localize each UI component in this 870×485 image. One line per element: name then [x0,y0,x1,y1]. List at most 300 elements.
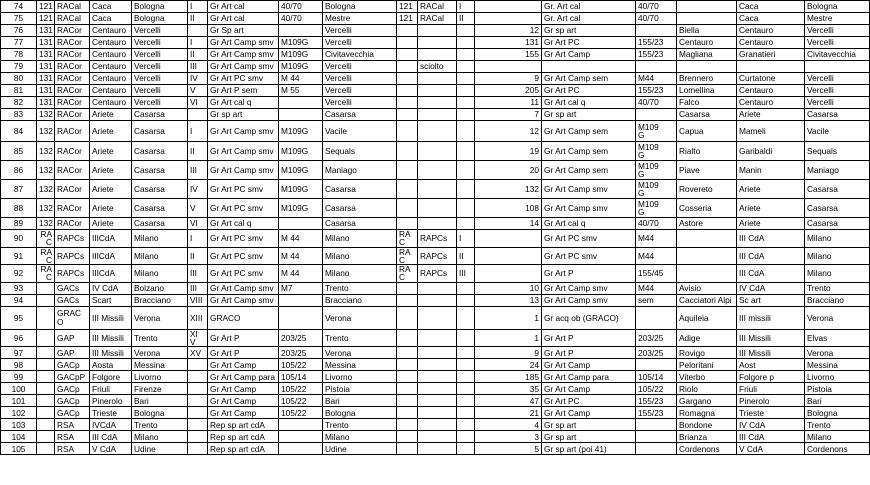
table-cell[interactable]: Gr Art PC smv [208,230,279,248]
table-cell[interactable]: Casarsa [132,142,188,161]
table-cell[interactable]: Livorno [323,371,397,383]
table-cell[interactable]: Gr Art Camp smv [542,180,636,199]
table-cell[interactable]: RACor [55,97,90,109]
table-cell[interactable]: 132 [37,121,55,142]
table-cell[interactable]: Elvas [805,329,870,347]
table-cell[interactable] [457,347,475,359]
table-cell[interactable]: 105/22 [279,359,323,371]
table-cell[interactable]: Vercelli [805,85,870,97]
table-cell[interactable]: Trento [323,419,397,431]
table-cell[interactable]: Gr sp art [542,419,636,431]
table-cell[interactable]: 108 [475,199,542,218]
table-cell[interactable]: GACpP [55,371,90,383]
table-cell[interactable]: Centauro [90,25,132,37]
table-cell[interactable]: 205 [475,85,542,97]
table-cell[interactable]: Friuli [90,383,132,395]
table-cell[interactable]: IIICdA [90,230,132,248]
table-cell[interactable]: Gr Art PC smv [542,247,636,265]
table-cell[interactable]: 94 [1,294,37,306]
table-cell[interactable]: Maniago [805,161,870,180]
table-cell[interactable]: III CdA [90,431,132,443]
table-cell[interactable] [418,85,457,97]
table-cell[interactable] [188,431,208,443]
table-cell[interactable]: 78 [1,49,37,61]
table-cell[interactable]: Magliana [677,49,737,61]
table-cell[interactable]: Gr Art P sem [208,85,279,97]
table-cell[interactable]: Gr Art cal [208,13,279,25]
table-cell[interactable] [397,61,418,73]
table-cell[interactable]: Astore [677,218,737,230]
table-cell[interactable]: 13 [475,294,542,306]
table-cell[interactable]: 98 [1,359,37,371]
table-cell[interactable]: Milano [132,265,188,283]
table-cell[interactable]: Ariete [737,218,805,230]
table-cell[interactable]: 185 [475,371,542,383]
table-cell[interactable]: Piave [677,161,737,180]
table-cell[interactable]: Gr Art PC smv [208,199,279,218]
table-cell[interactable]: sem [636,294,677,306]
table-cell[interactable]: Brennero [677,73,737,85]
table-cell[interactable]: Gr Art P [542,329,636,347]
table-cell[interactable] [397,73,418,85]
table-cell[interactable]: 132 [475,180,542,199]
table-cell[interactable] [188,383,208,395]
table-cell[interactable]: 121 [37,13,55,25]
table-cell[interactable]: Bracciano [132,294,188,306]
table-cell[interactable] [418,142,457,161]
table-cell[interactable]: Centauro [737,85,805,97]
table-cell[interactable]: Gr Art Camp [208,359,279,371]
table-cell[interactable] [397,37,418,49]
table-cell[interactable]: Avisio [677,282,737,294]
table-cell[interactable]: Milano [132,431,188,443]
table-cell[interactable] [397,407,418,419]
table-cell[interactable]: RSA [55,419,90,431]
table-cell[interactable]: RSA [55,443,90,455]
table-cell[interactable]: Centauro [90,85,132,97]
table-cell[interactable] [457,329,475,347]
table-cell[interactable] [37,282,55,294]
table-cell[interactable]: M109 G [636,161,677,180]
table-cell[interactable]: Centauro [737,37,805,49]
table-cell[interactable]: Firenze [132,383,188,395]
table-cell[interactable] [457,294,475,306]
table-cell[interactable] [418,121,457,142]
table-cell[interactable]: Milano [323,265,397,283]
table-cell[interactable]: 155/23 [636,85,677,97]
table-cell[interactable]: M109G [279,61,323,73]
table-cell[interactable] [397,395,418,407]
table-cell[interactable] [636,25,677,37]
table-cell[interactable]: Casarsa [323,180,397,199]
table-cell[interactable]: 35 [475,383,542,395]
table-cell[interactable] [397,180,418,199]
table-cell[interactable]: Rep sp art cdA [208,443,279,455]
table-cell[interactable]: Falco [677,97,737,109]
table-cell[interactable] [457,142,475,161]
table-cell[interactable]: 93 [1,282,37,294]
table-cell[interactable]: RAPCs [418,230,457,248]
table-cell[interactable]: Centauro [737,97,805,109]
table-cell[interactable] [457,25,475,37]
table-cell[interactable] [636,431,677,443]
table-cell[interactable]: IIICdA [90,265,132,283]
table-cell[interactable] [457,73,475,85]
table-cell[interactable]: Centauro [90,73,132,85]
table-cell[interactable]: Bari [323,395,397,407]
table-cell[interactable]: M44 [636,230,677,248]
table-cell[interactable] [188,109,208,121]
table-cell[interactable]: RA C [397,247,418,265]
table-cell[interactable]: 132 [37,180,55,199]
table-cell[interactable]: Livorno [132,371,188,383]
table-cell[interactable]: Messina [323,359,397,371]
table-cell[interactable]: III CdA [737,247,805,265]
table-cell[interactable]: 11 [475,97,542,109]
table-cell[interactable] [475,1,542,13]
table-cell[interactable] [188,443,208,455]
table-cell[interactable]: Livorno [805,371,870,383]
table-cell[interactable] [397,347,418,359]
table-cell[interactable]: 203/25 [636,329,677,347]
table-cell[interactable]: RAPCs [418,247,457,265]
table-cell[interactable]: Milano [805,230,870,248]
table-cell[interactable]: Messina [132,359,188,371]
table-cell[interactable]: 131 [37,49,55,61]
table-cell[interactable]: 105 [1,443,37,455]
table-cell[interactable]: RACal [418,13,457,25]
table-cell[interactable]: Cacciatori Alpi [677,294,737,306]
table-cell[interactable]: RA C [37,265,55,283]
table-cell[interactable] [418,199,457,218]
table-cell[interactable]: Rovereto [677,180,737,199]
table-cell[interactable] [37,431,55,443]
table-cell[interactable]: Trento [323,282,397,294]
table-cell[interactable]: Gr sp art [542,109,636,121]
table-cell[interactable]: Rialto [677,142,737,161]
table-cell[interactable]: III [457,265,475,283]
table-cell[interactable]: 89 [1,218,37,230]
table-cell[interactable]: III [188,265,208,283]
table-cell[interactable]: Messina [805,359,870,371]
table-cell[interactable]: Gr Art Camp smv [542,282,636,294]
table-cell[interactable] [37,383,55,395]
table-cell[interactable]: Gr Art PC smv [542,230,636,248]
table-cell[interactable]: Milano [805,431,870,443]
table-cell[interactable]: Casarsa [132,218,188,230]
table-cell[interactable]: Milano [323,247,397,265]
table-cell[interactable]: 9 [475,347,542,359]
table-cell[interactable] [677,1,737,13]
table-cell[interactable]: Garibaldi [737,142,805,161]
table-cell[interactable]: Gr Art Camp [208,395,279,407]
table-cell[interactable]: Gr Art Camp [542,407,636,419]
table-cell[interactable]: 24 [475,359,542,371]
table-cell[interactable] [457,282,475,294]
table-cell[interactable]: Centauro [737,25,805,37]
table-cell[interactable]: 92 [1,265,37,283]
table-cell[interactable] [457,121,475,142]
table-cell[interactable]: 81 [1,85,37,97]
table-cell[interactable] [457,37,475,49]
table-cell[interactable]: Milano [805,265,870,283]
table-cell[interactable]: 103 [1,419,37,431]
table-cell[interactable]: Gr Art Camp smv [208,121,279,142]
table-cell[interactable] [37,294,55,306]
table-cell[interactable] [457,371,475,383]
table-cell[interactable] [737,61,805,73]
table-cell[interactable]: RA C [397,265,418,283]
table-cell[interactable]: Casarsa [677,109,737,121]
table-cell[interactable]: M109G [279,142,323,161]
table-cell[interactable] [37,306,55,329]
table-cell[interactable]: 155 [475,49,542,61]
table-cell[interactable]: Gr Art Camp [542,359,636,371]
table-cell[interactable] [418,25,457,37]
table-cell[interactable]: RACor [55,109,90,121]
table-cell[interactable] [279,419,323,431]
table-cell[interactable]: Verona [323,306,397,329]
table-cell[interactable] [397,443,418,455]
table-cell[interactable]: M109G [279,121,323,142]
table-cell[interactable]: III Missili [737,347,805,359]
table-cell[interactable]: IV [188,180,208,199]
table-cell[interactable]: RA C [37,230,55,248]
table-cell[interactable] [457,97,475,109]
table-cell[interactable] [279,218,323,230]
table-cell[interactable]: M109G [279,37,323,49]
table-cell[interactable]: Gr Art Camp smv [208,142,279,161]
table-cell[interactable]: Trieste [737,407,805,419]
table-cell[interactable]: Gr Art Camp [208,383,279,395]
table-cell[interactable]: M 44 [279,230,323,248]
table-cell[interactable] [457,61,475,73]
table-cell[interactable] [397,25,418,37]
table-cell[interactable]: Vacile [323,121,397,142]
table-cell[interactable]: Gr Art PC [542,85,636,97]
table-cell[interactable]: V CdA [90,443,132,455]
table-cell[interactable]: 132 [37,161,55,180]
table-cell[interactable]: RA C [37,247,55,265]
table-cell[interactable] [457,443,475,455]
table-cell[interactable] [37,395,55,407]
table-cell[interactable]: Pinerolo [737,395,805,407]
table-cell[interactable]: 131 [37,73,55,85]
table-cell[interactable]: III [188,161,208,180]
table-cell[interactable]: IV CdA [737,419,805,431]
table-cell[interactable]: RAPCs [55,247,90,265]
table-cell[interactable] [279,97,323,109]
table-cell[interactable]: RACor [55,161,90,180]
table-cell[interactable]: II [457,247,475,265]
table-cell[interactable]: II [457,13,475,25]
table-cell[interactable]: Verona [132,306,188,329]
table-cell[interactable]: 12 [475,25,542,37]
table-cell[interactable]: 104 [1,431,37,443]
table-cell[interactable]: Granatieri [737,49,805,61]
table-cell[interactable]: 40/70 [636,13,677,25]
table-cell[interactable]: Riolo [677,383,737,395]
table-cell[interactable] [542,61,636,73]
table-cell[interactable] [397,359,418,371]
table-cell[interactable]: III CdA [737,230,805,248]
table-cell[interactable]: M44 [636,282,677,294]
table-cell[interactable]: 102 [1,407,37,419]
table-cell[interactable] [457,306,475,329]
table-cell[interactable] [397,199,418,218]
table-cell[interactable]: XI V [188,329,208,347]
table-cell[interactable]: I [188,1,208,13]
table-cell[interactable] [37,359,55,371]
table-cell[interactable]: Rep sp art cdA [208,419,279,431]
table-cell[interactable] [418,306,457,329]
table-cell[interactable] [475,230,542,248]
table-cell[interactable] [397,161,418,180]
table-cell[interactable]: Gr Art PC smv [208,265,279,283]
table-cell[interactable]: Udine [132,443,188,455]
table-cell[interactable]: 132 [37,218,55,230]
table-cell[interactable]: Gr Art cal q [208,97,279,109]
table-cell[interactable] [418,407,457,419]
table-cell[interactable]: Vercelli [323,73,397,85]
table-cell[interactable]: Gr sp art (poi 41) [542,443,636,455]
table-cell[interactable]: Casarsa [805,109,870,121]
table-cell[interactable] [397,109,418,121]
table-cell[interactable]: M109G [279,180,323,199]
table-cell[interactable]: Verona [132,347,188,359]
table-cell[interactable]: 77 [1,37,37,49]
table-cell[interactable]: Gr Art cal [208,1,279,13]
table-cell[interactable]: 131 [37,97,55,109]
table-cell[interactable] [457,85,475,97]
table-cell[interactable]: Maniago [323,161,397,180]
table-cell[interactable] [397,218,418,230]
table-cell[interactable]: Gargano [677,395,737,407]
table-cell[interactable]: VI [188,97,208,109]
table-cell[interactable]: Casarsa [132,109,188,121]
table-cell[interactable]: Scart [90,294,132,306]
table-cell[interactable]: 82 [1,97,37,109]
table-cell[interactable] [397,294,418,306]
table-cell[interactable]: 132 [37,142,55,161]
table-cell[interactable]: Gr acq ob (GRACO) [542,306,636,329]
table-cell[interactable]: Trento [132,329,188,347]
table-cell[interactable]: 132 [37,109,55,121]
table-cell[interactable]: Bologna [132,1,188,13]
table-cell[interactable] [457,359,475,371]
table-cell[interactable]: Casarsa [132,121,188,142]
table-cell[interactable]: 85 [1,142,37,161]
table-cell[interactable] [457,161,475,180]
table-cell[interactable]: 131 [37,85,55,97]
table-cell[interactable]: Gr sp art [542,25,636,37]
table-cell[interactable] [188,407,208,419]
table-cell[interactable]: RACor [55,121,90,142]
table-cell[interactable] [397,329,418,347]
table-cell[interactable]: Casarsa [132,199,188,218]
table-cell[interactable]: 14 [475,218,542,230]
table-cell[interactable]: M 55 [279,85,323,97]
table-cell[interactable]: Sequals [323,142,397,161]
table-cell[interactable]: Caca [737,1,805,13]
table-cell[interactable]: 80 [1,73,37,85]
table-cell[interactable]: IV CdA [90,282,132,294]
table-cell[interactable]: 87 [1,180,37,199]
table-cell[interactable]: Vercelli [323,37,397,49]
table-cell[interactable] [418,109,457,121]
table-cell[interactable]: 90 [1,230,37,248]
table-cell[interactable] [457,395,475,407]
table-cell[interactable]: 121 [397,1,418,13]
table-cell[interactable]: Gr Art Camp smv [208,61,279,73]
table-cell[interactable]: 74 [1,1,37,13]
table-cell[interactable]: Gr Art Camp sem [542,142,636,161]
table-cell[interactable]: M109 G [636,121,677,142]
table-cell[interactable]: 75 [1,13,37,25]
table-cell[interactable]: 121 [37,1,55,13]
table-cell[interactable]: 20 [475,161,542,180]
table-cell[interactable]: Ariete [737,199,805,218]
table-cell[interactable]: 86 [1,161,37,180]
table-cell[interactable]: 21 [475,407,542,419]
table-cell[interactable]: Cordenons [805,443,870,455]
table-cell[interactable] [37,371,55,383]
table-cell[interactable]: I [188,37,208,49]
table-cell[interactable] [188,371,208,383]
table-cell[interactable]: 47 [475,395,542,407]
table-cell[interactable]: RAPCs [418,265,457,283]
table-cell[interactable]: Gr Art Camp sem [542,161,636,180]
table-cell[interactable]: Vercelli [132,85,188,97]
table-cell[interactable] [636,61,677,73]
table-cell[interactable]: Vercelli [805,25,870,37]
table-cell[interactable]: Caca [737,13,805,25]
table-cell[interactable]: Ariete [737,109,805,121]
table-cell[interactable] [457,49,475,61]
table-cell[interactable]: Gr Art Camp smv [542,199,636,218]
table-cell[interactable] [279,25,323,37]
table-cell[interactable]: GACp [55,359,90,371]
table-cell[interactable]: RACor [55,61,90,73]
table-cell[interactable]: Verona [805,306,870,329]
table-cell[interactable]: Gr Art Camp [208,407,279,419]
table-cell[interactable]: Bologna [323,407,397,419]
table-cell[interactable]: M 44 [279,73,323,85]
table-cell[interactable]: Cordenons [677,443,737,455]
table-cell[interactable]: Gr Art Camp para [208,371,279,383]
table-cell[interactable] [457,383,475,395]
table-cell[interactable] [457,109,475,121]
table-cell[interactable]: GRAC O [55,306,90,329]
table-cell[interactable]: Romagna [677,407,737,419]
table-cell[interactable]: Civitavecchia [805,49,870,61]
table-cell[interactable]: Biella [677,25,737,37]
table-cell[interactable]: RACor [55,49,90,61]
table-cell[interactable]: IV CdA [737,282,805,294]
table-cell[interactable]: III [188,61,208,73]
table-cell[interactable]: Verona [805,347,870,359]
table-cell[interactable] [279,294,323,306]
table-cell[interactable]: Ariete [90,121,132,142]
table-cell[interactable]: GAP [55,329,90,347]
table-cell[interactable]: RACor [55,37,90,49]
table-cell[interactable]: Gr Art Camp para [542,371,636,383]
table-cell[interactable]: Gr Art Camp smv [208,294,279,306]
table-cell[interactable]: 40/70 [636,1,677,13]
table-cell[interactable]: M109G [279,49,323,61]
table-cell[interactable]: Gr Art cal q [208,218,279,230]
table-cell[interactable]: Curtatone [737,73,805,85]
